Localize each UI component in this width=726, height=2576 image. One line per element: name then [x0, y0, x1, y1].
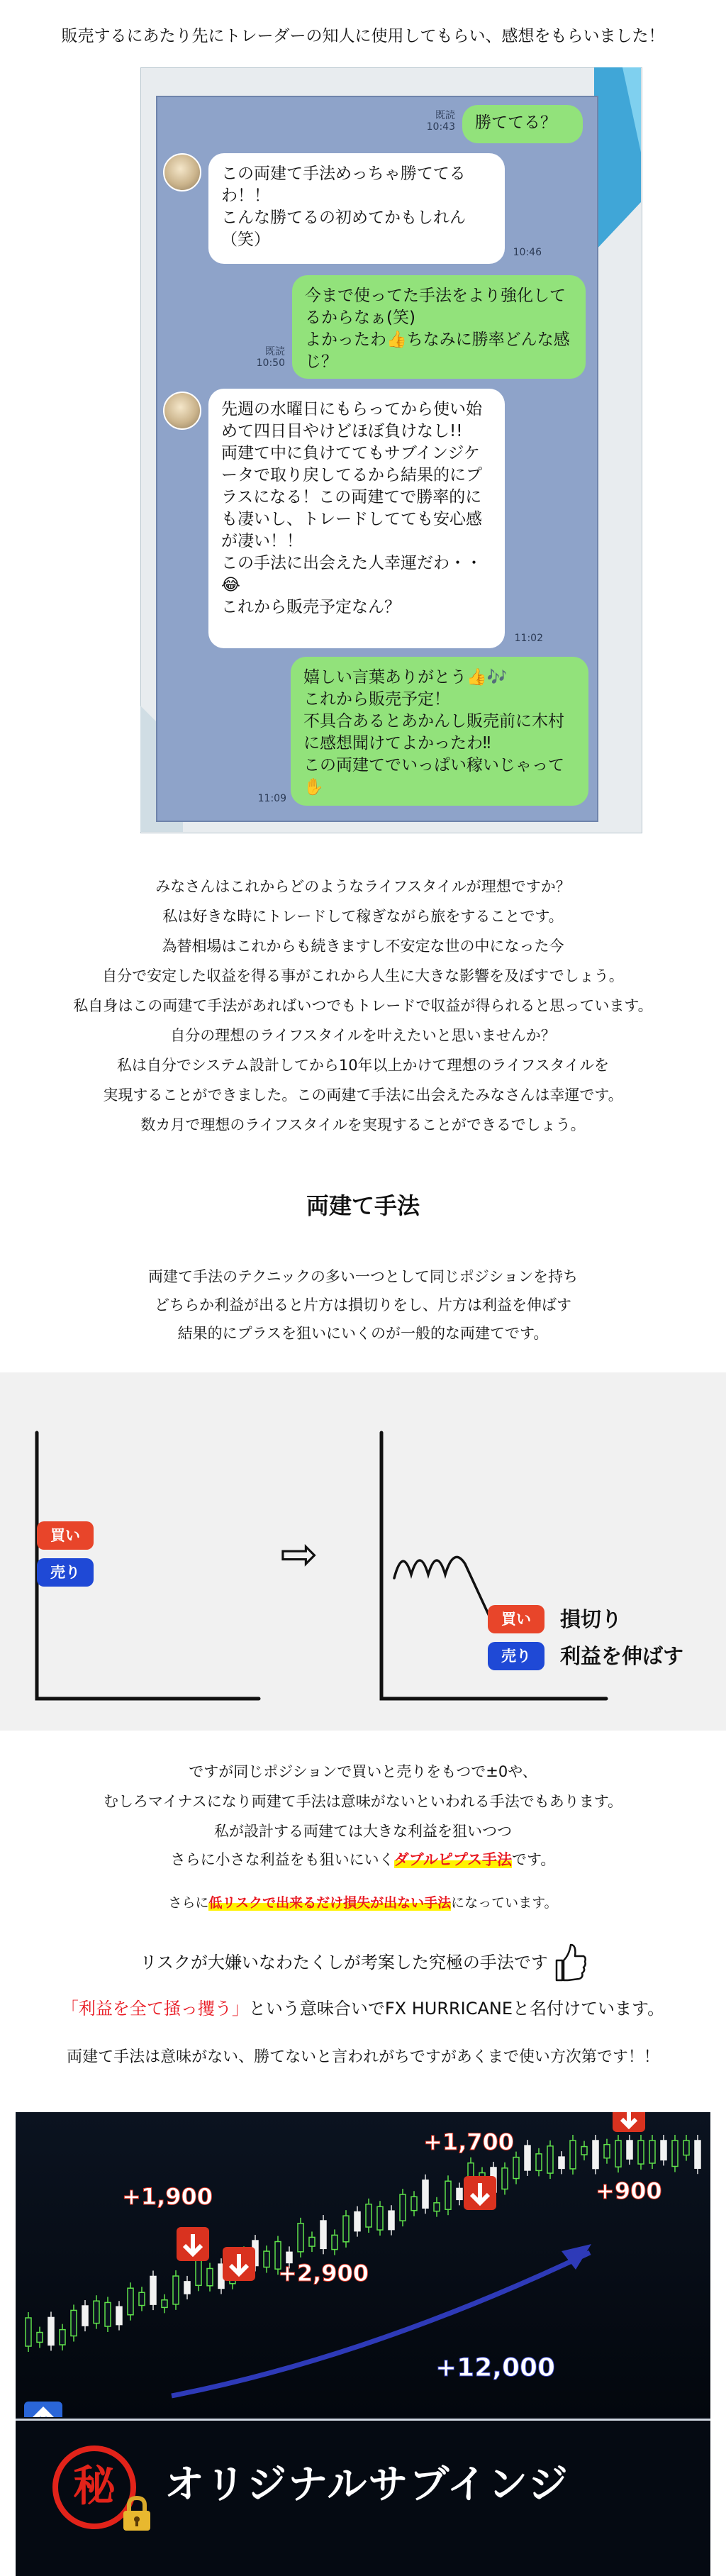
buy-tag: 買い: [37, 1521, 94, 1550]
profit-label: +1,700: [423, 2128, 515, 2155]
extend-profit-label: 利益を伸ばす: [560, 1644, 684, 1668]
candle-body: [559, 2157, 564, 2168]
paragraph-line: どちらか利益が出ると片方は損切りをし、片方は利益を伸ばす: [155, 1297, 571, 1314]
candle-body: [570, 2141, 576, 2169]
paragraph-line: 私は自分でシステム設計してから10年以上かけて理想のライフスタイルを: [116, 1057, 610, 1074]
intro-text: 販売するにあたり先にトレーダーの知人に使用してもらい、感想をもらいました！: [61, 27, 665, 45]
highlight-low-risk: 低リスクで出来るだけ損失が出ない手法: [208, 1895, 452, 1911]
up-signal-icon: [24, 2402, 62, 2417]
candle-body: [332, 2235, 337, 2249]
highlight-take-all-profit: 「利益を全て掻っ攫う」: [61, 1999, 249, 2019]
text-segment: さらに小さな利益をも狙いにいく: [170, 1851, 394, 1868]
candle-body: [400, 2194, 406, 2221]
paragraph-line: むしろマイナスになり両建て手法は意味がないといわれる手法でもあります。: [103, 1793, 623, 1810]
candle-body: [173, 2276, 179, 2304]
paragraph-line: 私は好きな時にトレードして稼ぎながら旅をすることです。: [162, 908, 564, 925]
candle-body: [661, 2141, 666, 2160]
paragraph-line: 自分で安定した収益を得る事がこれから人生に大きな影響を及ぼすでしょう。: [102, 967, 624, 984]
paragraph-line: 為替相場はこれからも続きますし不安定な世の中になった今: [162, 938, 564, 955]
paragraph-line: [0, 1853, 726, 1867]
text-segment: という意味合いでFX HURRICANEと名付けています。: [248, 1999, 665, 2019]
paragraph-line: 数カ月で理想のライフスタイルを実現することができるでしょう。: [140, 1116, 586, 1133]
message-time: 11:09: [257, 793, 286, 804]
candle-body: [423, 2180, 428, 2208]
candle-body: [434, 2203, 440, 2211]
candle-body: [207, 2268, 213, 2285]
highlight-double-pips: ダブルピプス手法: [393, 1851, 512, 1868]
profit-label: +1,900: [122, 2183, 213, 2210]
message-time: 10:46: [513, 247, 542, 258]
candle-body: [627, 2141, 632, 2159]
profit-label: +900: [596, 2177, 662, 2204]
candle-body: [184, 2282, 190, 2294]
candle-body: [264, 2251, 269, 2267]
candle-body: [37, 2333, 43, 2343]
candle-body: [71, 2310, 77, 2336]
candle-body: [593, 2141, 598, 2169]
message-read-status: 既読 10:43: [426, 110, 455, 133]
candle-body: [128, 2288, 133, 2315]
paragraph-line: ですが同じポジションで買いと売りをもつで±0や、: [189, 1763, 537, 1780]
thumbs-up-icon: [554, 1942, 586, 1984]
candle-body: [502, 2168, 508, 2189]
candle-body: [82, 2306, 88, 2326]
chat-message-sent: 嬉しい言葉ありがとう👍🎶 これから販売予定！ 不具合あるとあかんし販売前に木村に感想聞けてよかったわ‼ この両建てでいっぱい稼いじゃって✋: [291, 657, 588, 806]
secret-seal: 秘: [52, 2445, 136, 2529]
candle-body: [581, 2147, 587, 2155]
chat-message-received: この両建て手法めっちゃ勝ててるわ！！ こんな勝てるの初めてかもしれん（笑）: [208, 153, 505, 264]
down-signal-icon: [464, 2176, 496, 2210]
down-signal-icon: [613, 2112, 645, 2132]
candle-body: [638, 2141, 644, 2164]
candle-body: [411, 2197, 417, 2210]
section-title: 両建て手法: [306, 1192, 420, 1219]
banner-divider: [16, 2419, 710, 2421]
paragraph-line: 両建て手法のテクニックの多い一つとして同じポジションを持ち: [148, 1268, 578, 1285]
buy-tag: 買い: [488, 1605, 544, 1633]
candle-body: [48, 2317, 54, 2345]
message-read-status: 既読 10:50: [256, 346, 285, 369]
hedge-diagram: [0, 1372, 726, 1731]
candle-body: [604, 2145, 610, 2158]
candle-body: [116, 2306, 122, 2324]
chat-message-received: 先週の水曜日にもらってから使い始めて四日目やけどほぼ負けなし!! 両建て中に負けててもサブインジケータで取り戻してるから結果的にプラスになる！この両建てで勝率的にも凄いし、トレードしてても安心感が凄い！！ この手法に出会えた人幸運だわ・・😂 これから販売予定なん？: [208, 389, 505, 648]
paragraph-line: [0, 1897, 726, 1910]
candle-body: [196, 2258, 201, 2285]
sell-tag: 売り: [488, 1642, 544, 1670]
candle-body: [683, 2141, 689, 2155]
text-segment: になっています。: [451, 1895, 558, 1911]
candle-body: [672, 2141, 678, 2166]
candle-body: [615, 2141, 621, 2167]
friend-avatar: [163, 153, 201, 191]
total-profit-label: +12,000: [435, 2353, 556, 2382]
candle-body: [105, 2302, 111, 2326]
candle-body: [94, 2301, 99, 2323]
paragraph-line: 私が設計する両建ては大きな利益を狙いつつ: [214, 1823, 512, 1840]
candle-body: [298, 2224, 303, 2252]
candle-body: [354, 2212, 360, 2231]
candle-body: [150, 2276, 156, 2304]
lock-icon: [121, 2495, 153, 2535]
paragraph-line: みなさんはこれからどのようなライフスタイルが理想ですか？: [155, 878, 571, 895]
candle-body: [309, 2237, 315, 2246]
candle-body: [525, 2145, 530, 2170]
candle-body: [343, 2216, 349, 2242]
candle-body: [695, 2141, 700, 2168]
text-segment: さらに: [168, 1895, 209, 1911]
diagram-axes: [0, 1372, 726, 1731]
text-segment: です。: [512, 1851, 556, 1868]
candle-body: [377, 2206, 383, 2230]
profit-label: +2,900: [278, 2260, 369, 2287]
text-segment: リスクが大嫌いなわたくしが考案した究極の手法です: [140, 1953, 548, 1972]
chat-message-sent: 勝ててる？: [462, 105, 583, 143]
down-signal-icon: [177, 2227, 209, 2261]
paragraph-line: 私自身はこの両建て手法があればいつでもトレードで収益が得られると思っています。: [73, 997, 653, 1014]
paragraph-line: 実現することができました。この両建て手法に出会えたみなさんは幸運です。: [103, 1087, 623, 1104]
friend-avatar: [163, 392, 201, 430]
banner-title: オリジナルサブインジ: [164, 2462, 569, 2508]
candle-body: [536, 2154, 542, 2171]
candle-body: [457, 2188, 462, 2199]
candle-body: [162, 2300, 167, 2308]
candle-body: [513, 2158, 519, 2179]
candle-body: [547, 2146, 553, 2173]
candle-body: [139, 2292, 145, 2305]
chat-message-sent: 今まで使ってた手法をより強化してるからなぁ(笑) よかったわ👍ちなみに勝率どんな感じ？: [292, 275, 586, 379]
candle-body: [366, 2204, 372, 2227]
sub-indicator-banner: [16, 2112, 710, 2576]
candle-body: [649, 2141, 655, 2163]
candle-body: [26, 2318, 31, 2346]
candle-body: [445, 2181, 451, 2209]
paragraph-line: [0, 1942, 726, 1984]
right-arrow-icon: ⇨: [280, 1528, 318, 1581]
stop-loss-label: 損切り: [560, 1607, 622, 1631]
candle-body: [320, 2221, 326, 2248]
paragraph-line: 結果的にプラスを狙いにいくのが一般的な両建てです。: [177, 1325, 549, 1342]
down-signal-icon: [223, 2247, 255, 2281]
paragraph-line: [0, 2000, 726, 2017]
candle-body: [60, 2330, 65, 2345]
sell-tag: 売り: [37, 1558, 94, 1587]
candle-body: [389, 2211, 394, 2229]
message-time: 11:02: [514, 633, 543, 644]
paragraph-line: 自分の理想のライフスタイルを叶えたいと思いませんか？: [170, 1027, 556, 1044]
paragraph-line: 両建て手法は意味がない、勝てないと言われがちですがあくまで使い方次第です！！: [67, 2048, 659, 2066]
